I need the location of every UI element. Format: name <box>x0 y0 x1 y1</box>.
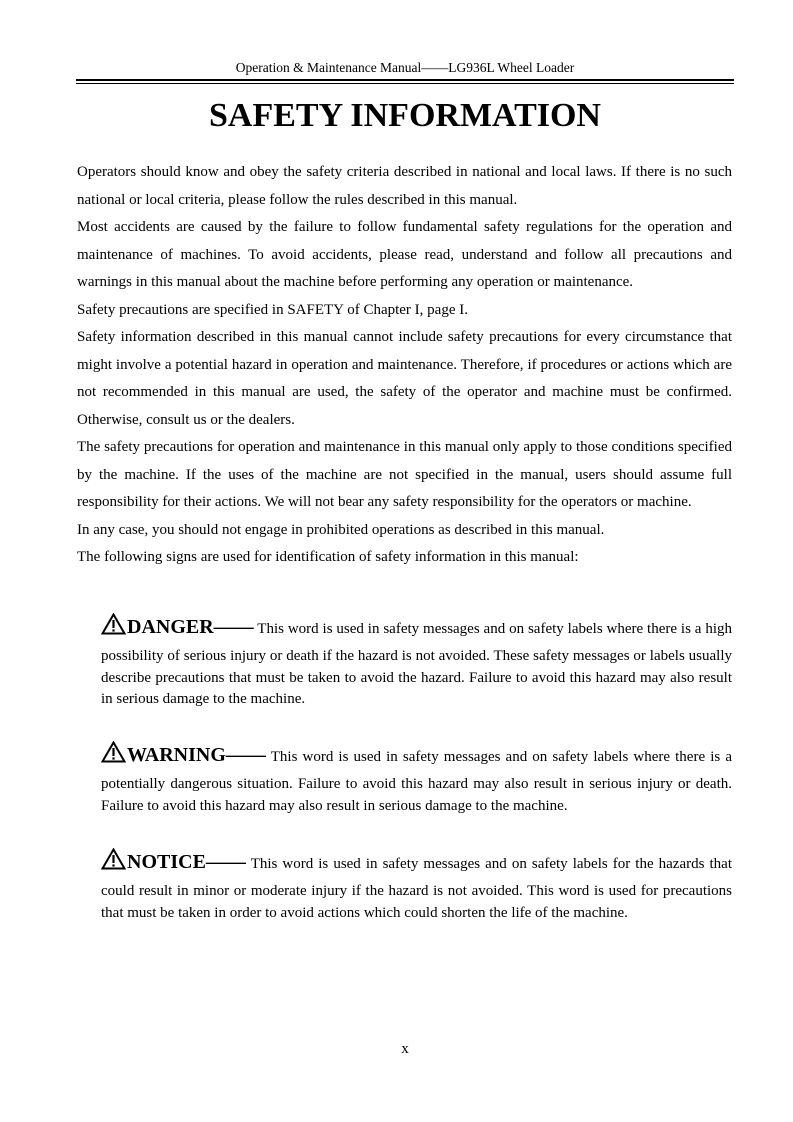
paragraph-criteria: Operators should know and obey the safety criteria described in national and local laws. If there is no such national or local criteria, please follow the rules described in this manual. <box>77 164 732 208</box>
signal-word-danger: DANGER—— <box>127 616 254 638</box>
signal-notice <box>101 848 732 924</box>
signal-word-warning: WARNING—— <box>127 744 266 766</box>
signal-text-danger: This word is used in safety messages and on safety labels where there is a high possibility of serious injury or death if the hazard is not avoided. These safety messages or labels usually describe precautions that must be taken to avoid the hazard. Failure to avoid this hazard may also result in serious damage to the machine. <box>101 621 732 707</box>
paragraph-scope: The safety precautions for operation and maintenance in this manual only apply to those conditions specified by the machine. If the uses of the machine are not specified in the manual, users should assume full responsibility for their actions. We will not bear any safety responsibility for the operators or machine. <box>77 439 732 510</box>
paragraph-signs-intro: The following signs are used for identification of safety information in this manual: <box>77 549 579 565</box>
body-text <box>77 159 732 572</box>
page-title: SAFETY INFORMATION <box>209 97 601 134</box>
paragraph-precautions-ref: Safety precautions are specified in SAFETY of Chapter I, page I. <box>77 301 468 318</box>
header-rule-thin <box>76 83 734 84</box>
signal-text-warning: This word is used in safety messages and on safety labels where there is a potentially dangerous situation. Failure to avoid this hazard may also result in serious injury or death. Failure to avoid this hazard may also result in serious damage to the machine. <box>101 749 732 814</box>
page-number: x <box>401 1041 409 1057</box>
warning-triangle-icon <box>101 741 126 774</box>
warning-triangle-icon <box>101 848 126 881</box>
warning-triangle-icon <box>101 613 126 646</box>
paragraph-accidents: Most accidents are caused by the failure to follow fundamental safety regulations for the operation and maintenance of machines. To avoid accidents, please read, understand and follow all precautions and warnings in this manual about the machine before performing any operation or maintenance. <box>77 219 732 290</box>
paragraph-prohibited: In any case, you should not engage in prohibited operations as described in this manual. <box>77 521 605 538</box>
signal-text-notice: This word is used in safety messages and on safety labels for the hazards that could result in minor or moderate injury if the hazard is not avoided. This word is used for precautions that must be taken in order to avoid actions which could shorten the life of the machine. <box>101 856 732 921</box>
paragraph-limitations: Safety information described in this manual cannot include safety precautions for every circumstance that might involve a potential hazard in operation and maintenance. Therefore, if procedures or actions which are not recommended in this manual are used, the safety of the operator and machine must be confirmed. Otherwise, consult us or the dealers. <box>77 329 732 428</box>
signal-warning <box>101 741 732 817</box>
signal-word-notice: NOTICE—— <box>127 851 246 873</box>
signal-danger <box>101 613 732 711</box>
running-header: Operation & Maintenance Manual——LG936L Wheel Loader <box>235 60 575 75</box>
header-rule-thick <box>76 79 734 81</box>
